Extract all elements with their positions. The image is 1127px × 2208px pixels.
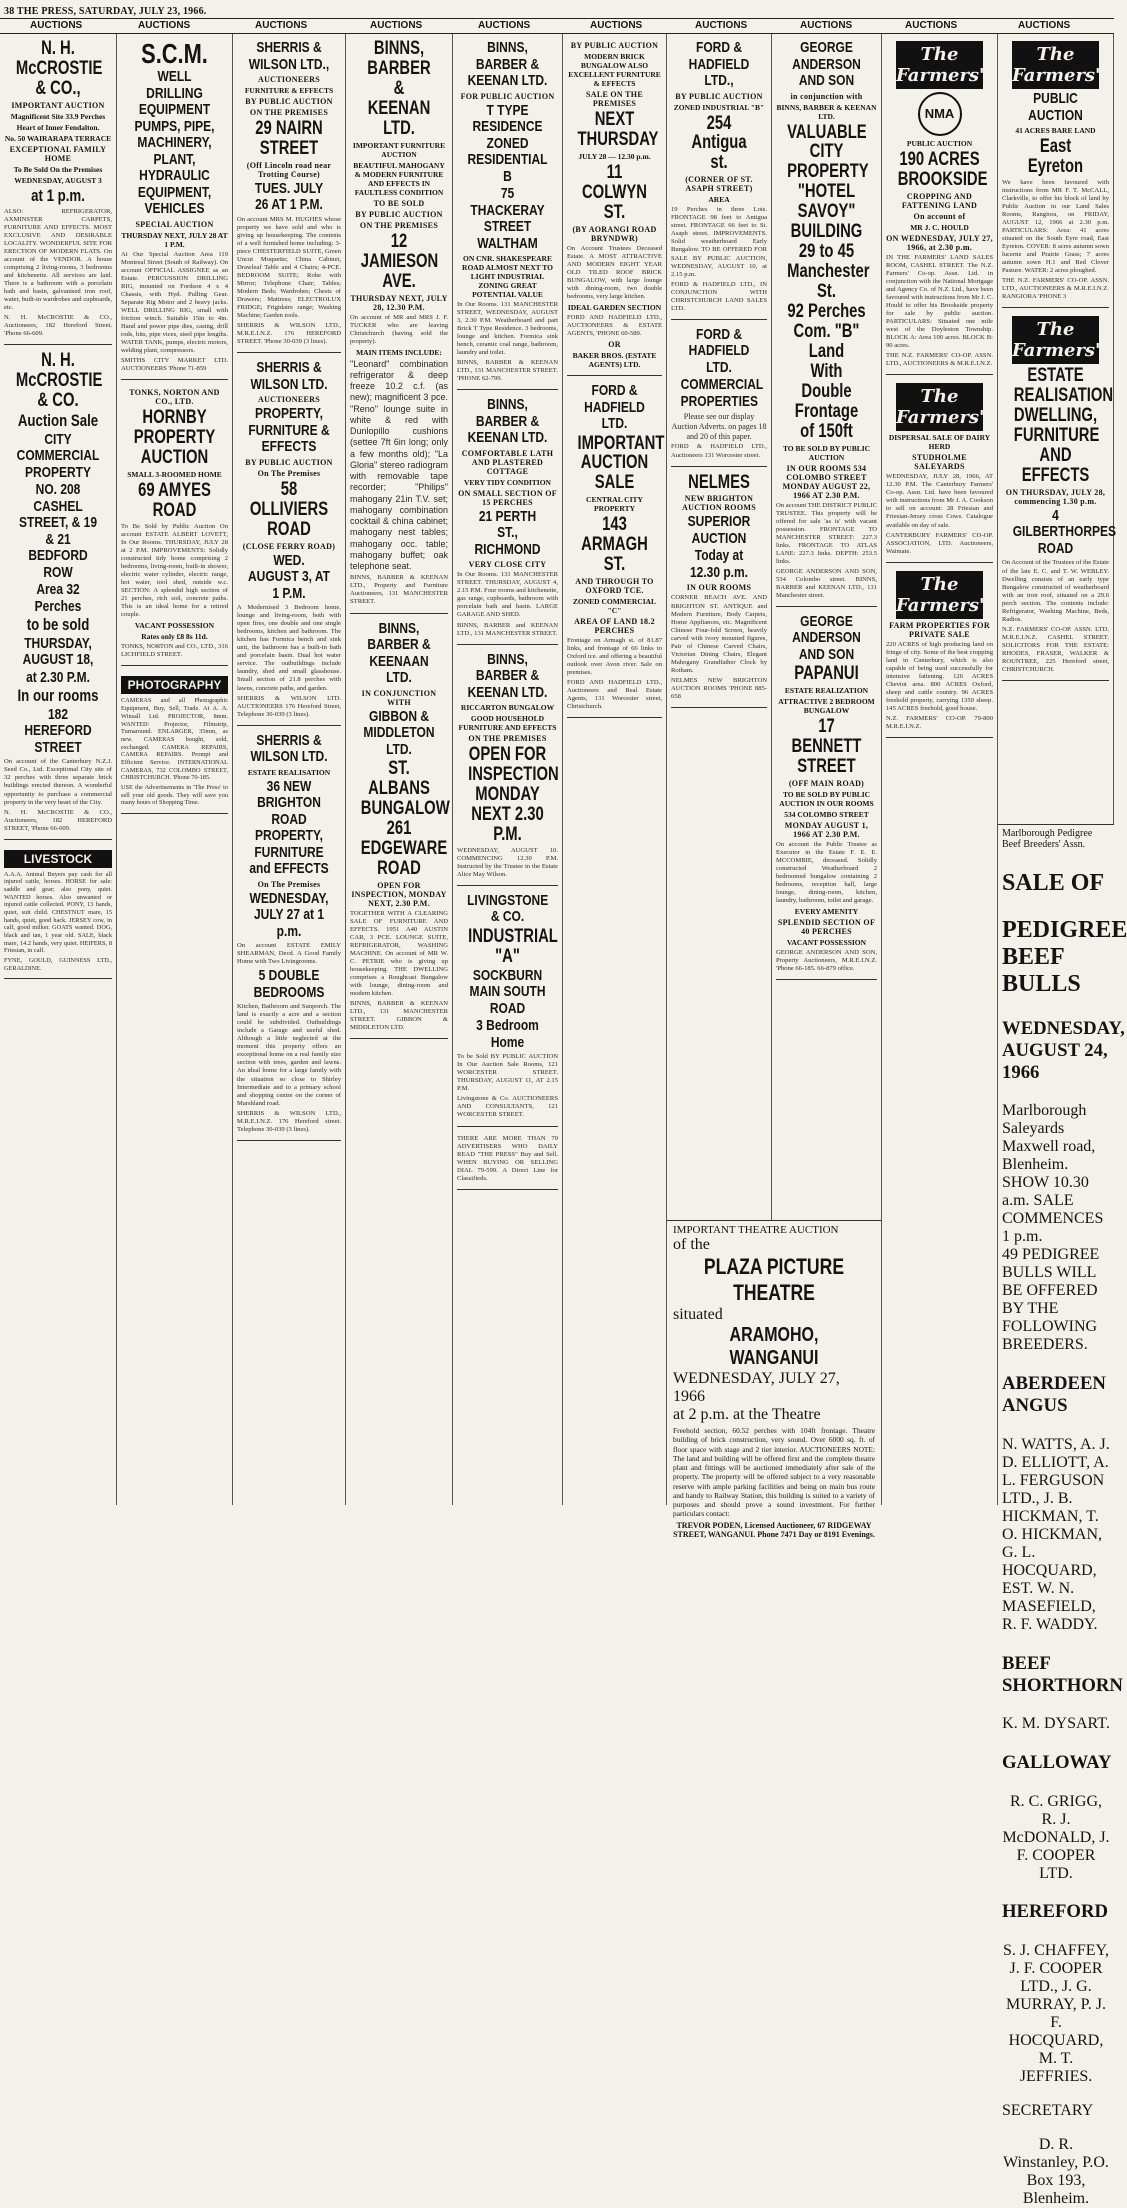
ad-line: TO BE SOLD bbox=[373, 198, 425, 208]
ad-line: 12 JAMIESON AVE. bbox=[360, 230, 439, 292]
ad-line: 261 EDGEWARE ROAD bbox=[360, 817, 448, 879]
ad-line: (Off Lincoln road near Trotting Course) bbox=[246, 160, 332, 179]
ad-line: BY PUBLIC AUCTION bbox=[245, 457, 333, 467]
ad-line: at 1 p.m. bbox=[31, 185, 85, 205]
column-4 bbox=[346, 34, 453, 1505]
ad-footer: BINNS, BARBER and KEENAN LTD., 131 MANCHESTER STREET. bbox=[457, 621, 558, 637]
auctions-heading: AUCTIONS bbox=[138, 20, 191, 31]
ad-line: SPECIAL AUCTION bbox=[135, 219, 214, 229]
ad-line: 36 NEW BRIGHTON ROAD PROPERTY, FURNITURE and EFFECTS bbox=[249, 777, 329, 878]
ad-line: 17 BENNETT STREET bbox=[791, 716, 862, 778]
ad-binns-edgeware bbox=[350, 617, 448, 1040]
ad-line: BY PUBLIC AUCTION bbox=[675, 91, 763, 101]
ad-body: A Modernised 3 Bedroom home, lounge and living-room, both with open fires, one double and one single bedrooms, kitchen and bathroom. The kitchen has Formica bench and sink unit, the bathroom has a built-in bath and porcelain basin. Dual hot water service. The outbuildings include laundry, shed and small glasshouse. Small section of 21.8 perches with lawns, concrete paths, and garden. bbox=[237, 604, 341, 692]
ad-line: MODERN BRICK BUNGALOW ALSO EXCELLENT FURNITURE & EFFECTS bbox=[568, 52, 661, 88]
ad-line: 3 Bedroom Home bbox=[476, 1017, 539, 1051]
ad-body: 220 ACRES of high producing land on fringe of city. Some of the best cropping land in Canterbury, which is also capable of being used successfully for intensive fattening. 126 ACRES Cheviot area. 800 ACRES Oxford, sheep and cattle country. 96 ACRES freehold property, carrying 1350 sheep. 145 ACRES freehold, good house. bbox=[886, 640, 993, 712]
ad-footer: D. R. Winstanley, P.O. Box 193, Blenheim. bbox=[1003, 2136, 1109, 2208]
ad-line: ON THE PREMISES bbox=[359, 220, 439, 230]
ad-line: (OFF MAIN ROAD) bbox=[788, 779, 865, 789]
ad-body: N. WATTS, A. J. D. ELLIOTT, A. L. FERGUSON LTD., J. B. HICKMAN, T. O. HICKMAN, G. L. HOCQUARD, EST. W. N. MASEFIELD, R. F. WADDY. bbox=[1002, 1435, 1110, 1633]
ad-footer: GEORGE ANDERSON AND SON, 534 Colombo street. BINNS, BARBER and KEENAN LTD., 131 Manchester street. bbox=[776, 567, 877, 599]
ad-line: SALE ON THE PREMISES bbox=[586, 90, 643, 108]
ad-footer: NELMES NEW BRIGHTON AUCTION ROOMS 'PHONE 885-658 bbox=[671, 676, 767, 700]
ad-line: Heart of Inner Fendalton. bbox=[16, 122, 100, 132]
ad-line: Manchester St. bbox=[787, 261, 870, 302]
ad-line: THURSDAY NEXT, JULY 28 AT 1 P.M. bbox=[121, 230, 228, 249]
ad-title: BINNS, BARBER & KEENAN LTD. bbox=[467, 396, 548, 447]
ad-line: IMPORTANT THEATRE AUCTION bbox=[673, 1224, 839, 1236]
classified-footer: FYNE, GOULD, GUINNESS LTD., GERALDINE. bbox=[4, 957, 112, 972]
ad-line: NEXT THURSDAY bbox=[577, 109, 659, 150]
ad-line: Today at 12.30 p.m. bbox=[689, 547, 749, 581]
ad-line: OPEN FOR INSPECTION MONDAY NEXT 2.30 P.M. bbox=[468, 744, 559, 845]
farmers-logo: The Farmers' bbox=[896, 41, 983, 89]
ad-body: On account the Public Trustee as Executor in the Estate F. E. E. MCCOMBIE, deceased. Solidly constructed Weatherboard 2 bedroomed bungalow containing 2 bedrooms, reception hall, large lounge, dining-room, kitchen, laundry, bathroom, toilet and garage. bbox=[776, 841, 877, 905]
ad-line: 29 to 45 bbox=[798, 241, 855, 263]
auctions-heading: AUCTIONS bbox=[590, 20, 643, 31]
ad-line: at 2 p.m. at the Theatre bbox=[673, 1406, 821, 1423]
farmers-logo: The Farmers' bbox=[896, 383, 983, 431]
ad-line: 21 PERTH ST., RICHMOND bbox=[474, 507, 541, 558]
ad-papanui bbox=[776, 610, 877, 981]
section-label: PHOTOGRAPHY bbox=[121, 676, 228, 694]
ad-line: ESTATE REALISATION bbox=[247, 767, 331, 777]
ad-line: at 2.30 P.M. bbox=[26, 668, 90, 686]
ad-line: 69 AMYES ROAD bbox=[138, 480, 211, 522]
ad-body: Frontage on Armagh st. of 81.87 links, and frontage of 66 links to Oxford tce. and offering a beautiful outlook over Avon river. Sale on premises. bbox=[567, 637, 662, 677]
column-6 bbox=[563, 34, 667, 1505]
ad-body: At Our Special Auction Area 119 Montreal Street (South of Railway). On account OFFICIAL ASSIGNEE as an Estate. PERCUSSION DRILLING RIG, mounted on Fordson 4 x 4 Chassis, with Hyd. Pulling Gear. Separate Rig Motor and 2 heavy jacks. WELL DRILLING RIG, small with friction winch. Suitable 15in to 4in. Hand and power pipe dies, casing, drill rods, bits, pipe vices, steel pipe lengths. WATER TANK, pumps, electric motors, welding plant, compressors. bbox=[121, 250, 228, 355]
ad-line: BEEF SHORTHORN bbox=[1002, 1652, 1123, 1696]
ad-line: ON CNR. SHAKESPEARE ROAD ALMOST NEXT TO LIGHT INDUSTRIAL ZONING GREAT POTENTIAL VALUE bbox=[462, 254, 553, 299]
ad-sherris-olliviers bbox=[237, 356, 341, 725]
ad-line: 49 PEDIGREE BULLS WILL BE OFFERED BY THE FOLLOWING BREEDERS. bbox=[1002, 1246, 1100, 1354]
ad-line: FARM PROPERTIES FOR PRIVATE SALE bbox=[889, 620, 990, 639]
ad-line: Auction Sale bbox=[17, 410, 99, 430]
ad-title: FORD & HADFIELD LTD. bbox=[688, 325, 750, 376]
ad-line: ARAMOHO, WANGANUI bbox=[729, 1324, 819, 1369]
ad-farm-properties bbox=[886, 566, 993, 738]
ad-line: No. 50 WAIRARAPA TERRACE bbox=[4, 133, 112, 143]
ad-title: NELMES bbox=[688, 471, 750, 493]
ad-line: BEAUTIFUL MAHOGANY & MODERN FURNITURE AND EFFECTS IN FAULTLESS CONDITION bbox=[353, 160, 445, 197]
ad-line: 29 NAIRN STREET bbox=[255, 118, 323, 159]
section-label: LIVESTOCK bbox=[4, 850, 112, 868]
ad-line: AND THROUGH TO OXFORD TCE. bbox=[575, 577, 654, 596]
ad-line: VERY CLOSE CITY bbox=[468, 560, 547, 570]
ad-body: R. C. GRIGG, R. J. McDONALD, J. F. COOPER LTD. bbox=[1002, 1792, 1110, 1882]
ad-line: Area 32 Perches bbox=[34, 581, 82, 615]
ad-footer: Livingstone & Co. AUCTIONEERS AND CONSULTANTS, 121 WORCESTER STREET. bbox=[457, 1095, 558, 1119]
ad-line: AREA bbox=[708, 195, 730, 205]
ad-line: WEDNESDAY, JULY 27, 1966 bbox=[673, 1370, 840, 1405]
ad-body: TOGETHER WITH A CLEARING SALE OF FURNITURE AND EFFECTS. 1951 A40 AUSTIN CAR, 3 PCE. LOUNGE SUITE, REFRIGERATOR, WASHING MACHINE. On account of MR W. C. PETRIE who is giving up housekeeping. THE DWELLING comprises a Roughcast Bungalow with lounge, dining-room and modern kitchen. bbox=[350, 909, 448, 997]
column-1 bbox=[0, 34, 117, 1505]
ad-binns-perth bbox=[457, 393, 558, 644]
ad-plaza-theatre bbox=[667, 1220, 882, 1539]
ad-ford-hadfield-armagh bbox=[567, 379, 665, 718]
ad-line: FURNITURE & EFFECTS bbox=[244, 86, 334, 95]
ad-line: PROPERTY, FURNITURE & EFFECTS bbox=[248, 405, 330, 456]
ad-body: In Our Rooms. 131 MANCHESTER STREET, WEDNESDAY, AUGUST 3, 2.30 P.M. Weatherboard and part Brick T Type Residence. 3 bedrooms, lounge and kitchen. Formica sink bench, ceramic coal range, bathroom, laundry and toilet. bbox=[457, 301, 558, 357]
ad-body: On Account of the Trustees of the Estate of the late E. C. and T. W. WEBLEY. Dwelling consists of an early type Bungalow constructed of weatherboard with an iron roof, situated on a 29.6 perch section. The contents include: Refrigerator, Washing Machine, Beds, Radios. bbox=[1002, 559, 1109, 623]
ad-line: MR J. C. HOULD bbox=[910, 222, 969, 232]
ad-line: ESTATE REALISATION bbox=[1013, 365, 1114, 407]
ad-line: ON THE PREMISES bbox=[468, 734, 547, 744]
ad-line: WEDNESDAY, AUGUST 24, 1966 bbox=[1002, 1017, 1125, 1083]
ad-gilberthorpes bbox=[1002, 311, 1117, 681]
ad-line: to be sold bbox=[26, 615, 90, 634]
ad-body: WEDNESDAY, JULY 28, 1966, AT 12.30 P.M. The Canterbury Farmers' Co-op. Assn. Ltd. have been favoured with instructions from Mr J. A. Cookson to sell on account: 28 Friesian and Friesian-Jersey cross Cows. Catalogue available on day of sale. bbox=[886, 473, 993, 529]
ad-footer: N.Z. FARMERS' CO-OP. ASSN. LTD. M.R.E.I.N.Z. CASHEL STREET. SOLICITORS FOR THE ESTATE: RHODES, FRASER, WALKER & ROUNTREE, 225 Hereford street, CHRISTCHURCH. bbox=[1002, 625, 1109, 673]
ad-line: ON THE PREMISES bbox=[249, 108, 329, 117]
ad-title: FORD & HADFIELD LTD., bbox=[688, 39, 750, 89]
ad-livingstone bbox=[457, 889, 558, 1127]
page-header-date: 38 THE PRESS, SATURDAY, JULY 23, 1966. bbox=[4, 6, 207, 17]
ad-line: MAIN ITEMS INCLUDE: bbox=[356, 347, 442, 357]
column-2 bbox=[117, 34, 233, 1505]
ad-line: PUBLIC AUCTION bbox=[1028, 90, 1083, 124]
ad-line: MONDAY AUGUST 1, 1966 AT 2.30 P.M. bbox=[784, 821, 869, 840]
ad-line: With Double Frontage of 150ft bbox=[794, 360, 859, 442]
ad-line: TO BE SOLD BY PUBLIC AUCTION IN OUR ROOMS bbox=[779, 790, 874, 809]
ad-line: (CORNER OF ST. ASAPH STREET) bbox=[685, 175, 753, 194]
ad-line: GOOD HOUSEHOLD FURNITURE AND EFFECTS bbox=[458, 714, 557, 733]
ad-line: SOCKBURN MAIN SOUTH ROAD bbox=[469, 966, 546, 1017]
ad-line: IMPORTANT FURNITURE AUCTION bbox=[352, 140, 446, 159]
ad-body: THERE ARE MORE THAN 70 ADVERTISERS WHO DAILY READ "THE PRESS" Buy and Sell. WHEN BUYING OR SELLING DIAL 79-599. A Direct Line for Classifieds. bbox=[457, 1134, 558, 1182]
classified-footer: USE the Advertisements in 'The Press' to sell your old goods. They will save you many hours of Shopping Time. bbox=[121, 783, 228, 807]
ad-body: S. J. CHAFFEY, J. F. COOPER LTD., J. G. MURRAY, P. J. F. HOCQUARD, M. T. JEFFRIES. bbox=[1003, 1942, 1109, 2086]
photography-classifieds bbox=[121, 669, 228, 813]
ad-footer: FORD & HADFIELD LTD., Auctioneers 131 Worcester street. bbox=[671, 443, 767, 459]
auctions-heading: AUCTIONS bbox=[478, 20, 531, 31]
ad-line: in conjunction with bbox=[790, 91, 863, 101]
ad-line: BROOKSIDE bbox=[897, 168, 988, 190]
ad-line: ST. ALBANS BUNGALOW bbox=[360, 758, 450, 819]
ad-line: T TYPE RESIDENCE ZONED RESIDENTIAL B bbox=[467, 101, 548, 185]
ad-line: 534 COLOMBO STREET bbox=[784, 810, 869, 820]
ad-footer: N. H. McCROSTIE & CO., Auctioneers, 182 HEREFORD STREET, 'Phone 66-609. bbox=[4, 808, 112, 832]
auctions-heading: AUCTIONS bbox=[695, 20, 748, 31]
ad-line: On The Premises bbox=[257, 468, 321, 478]
ad-line: HEREFORD bbox=[1002, 1901, 1108, 1923]
auctions-heading: AUCTIONS bbox=[370, 20, 423, 31]
ad-title: FORD & HADFIELD LTD. bbox=[584, 382, 645, 432]
ad-line: 11 COLWYN ST. bbox=[581, 161, 648, 223]
ad-line: STUDHOLME SALEYARDS bbox=[912, 453, 967, 472]
ad-body: ALSO: REFRIGERATOR, AXMINSTER CARPETS, FURNITURE AND EFFECTS. MOST EXCLUSIVE AND DESIRABLE LOCALITY. WONDERFUL SITE FOR ERECTION OF MODERN FLATS. On account of the VENDOR. A house comprising 2 living-rooms, 3 bedrooms and kitchenette. All services are laid. There is a bathroom with a porcelain bath and basin, galvanised iron roof, water, built-in wardrobes and cupboards, etc. bbox=[4, 207, 112, 311]
ad-line: SPLENDID SECTION OF 40 PERCHES bbox=[777, 918, 876, 937]
ad-line: DWELLING, FURNITURE AND EFFECTS bbox=[1013, 405, 1100, 487]
ad-title: S.C.M. bbox=[141, 38, 208, 69]
ad-subtitle: IMPORTANT AUCTION bbox=[11, 100, 105, 110]
ad-line: DISPERSAL SALE OF DAIRY HERD bbox=[888, 433, 991, 452]
ad-line: ZONED INDUSTRIAL "B" bbox=[673, 102, 765, 112]
ad-line: (CLOSE FERRY ROAD) bbox=[242, 541, 336, 551]
ad-line: Com. "B" Land bbox=[793, 320, 860, 362]
ad-line: WED. AUGUST 3, AT 1 P.M. bbox=[247, 551, 330, 602]
ad-sherris-nairn bbox=[237, 36, 341, 353]
ad-line: 58 OLLIVIERS ROAD bbox=[249, 478, 329, 540]
ad-line: INDUSTRIAL "A" bbox=[468, 925, 558, 967]
column-5 bbox=[453, 34, 563, 1505]
ad-line: COMMERCIAL PROPERTIES bbox=[680, 376, 764, 410]
ad-footer: BINNS, BARBER & KEENAN LTD., 131 MANCHESTER STREET. GIBBON & MIDDLETON LTD. bbox=[350, 999, 448, 1032]
ad-scm bbox=[121, 36, 228, 380]
ad-line: VACANT POSSESSION bbox=[134, 621, 215, 631]
ad-title: BINNS, BARBER & KEENAN LTD. bbox=[467, 39, 548, 89]
ad-footer: THE N.Z. FARMERS' CO-OP. ASSN. LTD., AUCTIONEERS & M.R.E.I.N.Z. bbox=[886, 352, 993, 368]
ad-hotel-savoy bbox=[776, 36, 877, 607]
ad-line: ABERDEEN ANGUS bbox=[1002, 1373, 1106, 1417]
ad-line: BUILDING bbox=[790, 221, 863, 243]
ad-line: 254 Antigua st. bbox=[691, 112, 747, 174]
ad-body: WEDNESDAY, AUGUST 10. COMMENCING 12.30 P.M. Instructed by the Trustee in the Estate Alice May Wilson. bbox=[457, 846, 558, 878]
ad-line: IDEAL GARDEN SECTION bbox=[567, 302, 662, 312]
ad-title: BINNS, BARBER & KEENAN LTD. bbox=[367, 38, 431, 139]
ad-line: PEDIGREE BEEF BULLS bbox=[1002, 916, 1127, 997]
ad-footer: TREVOR PODEN, Licensed Auctioneer, 67 RIDGEWAY STREET, WANGANUI. Phone 7471 Day or 8191 Evenings. bbox=[673, 1520, 875, 1539]
ad-commercial-properties bbox=[671, 323, 767, 467]
ad-footer: CANTERBURY FARMERS' CO-OP. ASSOCIATION, LTD. Auctioneers, Waimate. bbox=[886, 531, 993, 555]
ad-line: PAPANUI bbox=[794, 663, 859, 685]
ad-line: OPEN FOR INSPECTION, MONDAY NEXT, 2.30 P.M. bbox=[351, 880, 447, 908]
ad-line: IN OUR ROOMS 534 COLOMBO STREET MONDAY AUGUST 22, 1966 AT 2.30 P.M. bbox=[782, 463, 871, 500]
ad-line: 4 GILBERTHORPES ROAD bbox=[1012, 506, 1117, 557]
ad-body: To Be Sold by Public Auction On account ESTATE ALBERT LOVETT, In Our Rooms. THURSDAY, JULY 28 at 2 P.M. IMPROVEMENTS: Solidly constructed tidy home comprising 2 bedrooms, living-room, built-in shower, electric water cylinder, electric range, hot water, tool shed, outside w.c. SECTION: A splendid high section of 21 perches, rich soil, concrete paths. This is an ideal home for a retired couple. bbox=[121, 523, 228, 619]
ad-title: SHERRIS & WILSON LTD., bbox=[248, 39, 330, 73]
ad-line: ON WEDNESDAY, JULY 27, 1966, at 2.30 p.m. bbox=[886, 233, 993, 252]
ad-nelmes bbox=[671, 470, 767, 708]
farmers-logo: The Farmers' bbox=[1012, 41, 1099, 89]
classified-body: CAMERAS and all Photographic Equipment, Buy, Sell, Trade. At A. A. Winsall Ltd. PROJECTOR, 8mm. WANTED: Projector, Filmstrip, Turnaround. ENLARGER, 35mm, as new. CAMERAS bought, sold, exchanged. CAMERA REPAIRS, CAMERA REPAIRS. Prompt and Efficient Service. INTERNATIONAL CAMERAS, 732 COLOMBO STREET, CHRISTCHURCH. 'Phone 70-185. bbox=[121, 697, 228, 782]
ad-binns-thackeray bbox=[457, 36, 558, 390]
ad-line: EXCEPTIONAL FAMILY HOME bbox=[9, 144, 107, 163]
ad-line: ESTATE REALIZATION bbox=[784, 686, 869, 696]
ad-footer: SMITHS CITY MARKET LTD. AUCTIONEERS 'Phone 71-859 bbox=[121, 357, 228, 373]
auctions-heading: AUCTIONS bbox=[800, 20, 853, 31]
ad-hornby-property bbox=[121, 383, 228, 666]
ad-title: BINNS, BARBER & KEENAN LTD. bbox=[467, 650, 548, 701]
farmers-logo: The Farmers' bbox=[1012, 316, 1099, 364]
ad-body: Kitchen, Bathroom and Sunporch. The land is exactly a acre and a section could be subdivided. Outbuildings include a Garage and useful shed. Although a little neglected at the moment this property offers an exceptional home on a real family size section with trees, garden and lawns. An ideal home for a large family with the situation so close to Shirley Intermediate and to a primary school and shopping centre on the corner of Marshland road. bbox=[237, 1003, 341, 1107]
ad-title: HORNBY PROPERTY AUCTION bbox=[133, 407, 216, 469]
ad-line: EVERY AMENITY bbox=[794, 907, 859, 917]
ad-body: On account ESTATE EMILY SHEARMAN, Decd. A Good Family Home with Two Livingrooms. bbox=[237, 942, 341, 966]
livestock-classifieds bbox=[4, 843, 112, 980]
ad-line: BY PUBLIC AUCTION bbox=[355, 209, 443, 219]
ad-footer: THE N.Z. FARMERS' CO-OP. ASSN. LTD., AUCTIONEERS & M.R.E.I.N.Z. RANGIORA 'PHONE 3 bbox=[1002, 277, 1109, 301]
ad-binns-jamieson bbox=[350, 36, 448, 614]
ad-line: NO. 208 CASHEL STREET, & 19 & 21 BEDFORD ROW bbox=[18, 481, 98, 581]
auctions-heading: AUCTIONS bbox=[30, 20, 83, 31]
column-3 bbox=[233, 34, 346, 1505]
nma-badge-icon: NMA bbox=[918, 92, 962, 136]
ad-line: BY PUBLIC AUCTION bbox=[245, 97, 333, 106]
ad-line: THURSDAY, AUGUST 18, bbox=[22, 634, 94, 669]
ad-footer: N. H. McCROSTIE & CO., Auctioneers, 182 Hereford Street. 'Phone 66-609. bbox=[4, 313, 112, 337]
ad-body: To be Sold BY PUBLIC AUCTION In Our Auction Sale Rooms, 121 WORCESTER STREET. THURSDAY, AUGUST 11, AT 2.15 P.M. bbox=[457, 1053, 558, 1093]
ad-line: 75 THACKERAY STREET WALTHAM bbox=[470, 185, 545, 252]
ad-subtitle: AUCTIONEERS bbox=[258, 395, 320, 405]
ad-line: TO BE SOLD BY PUBLIC AUCTION bbox=[782, 443, 871, 462]
ad-title: N. H. McCROSTIE & CO., bbox=[15, 38, 103, 99]
ad-brookside bbox=[886, 36, 993, 375]
ad-body: K. M. DYSART. bbox=[1002, 1715, 1110, 1733]
ad-sherris-new-brighton bbox=[237, 729, 341, 1141]
ad-line: WEDNESDAY, AUGUST 3 bbox=[14, 175, 102, 185]
ad-footer: SHERRIS & WILSON LTD. AUCTIONEERS 176 Hereford Street, Telephone 30-039 (3 lines). bbox=[237, 694, 341, 718]
ad-line: 5 DOUBLE BEDROOMS bbox=[253, 967, 325, 1001]
ad-footer: SHERRIS & WILSON LTD., M.R.E.I.N.Z. 176 Hereford street. Telephone 30-039 (3 lines). bbox=[237, 1109, 341, 1133]
ad-line: of the bbox=[673, 1236, 710, 1253]
ad-line: Magnificent Site 33.9 Perches bbox=[10, 111, 106, 121]
ad-line: 190 ACRES bbox=[899, 149, 980, 170]
ad-body: In Our Rooms. 131 MANCHESTER STREET. THURSDAY, AUGUST 4, 2.15 P.M. Four rooms and kitchenette, gas range, cupboards, bathroom with porcelain bath and basin. LARGE GARAGE AND SHED. bbox=[457, 571, 558, 619]
ad-footer: SHERRIS & WILSON LTD., M.R.E.I.N.Z. 176 HEREFORD STREET. 'Phone 30-039 (3 lines). bbox=[237, 322, 341, 346]
ad-line: ON THURSDAY, JULY 28, commencing 1.30 p.m. bbox=[1005, 487, 1106, 506]
ad-line: BINNS, BARBER & KEENAN LTD. bbox=[776, 102, 877, 121]
ad-mccrostie-wairarapa bbox=[4, 36, 112, 345]
auctions-heading: AUCTIONS bbox=[1018, 20, 1071, 31]
newspaper-columns bbox=[0, 34, 1127, 2208]
ad-line: East Eyreton bbox=[1027, 136, 1084, 177]
ad-line: VACANT POSSESSION bbox=[786, 938, 867, 948]
ad-binns-riccarton bbox=[457, 648, 558, 886]
ad-body: IN THE FARMERS' LAND SALES ROOM, CASHEL STREET. The N.Z. Farmers' Co-op. Assn. Ltd. in conjunction with the National Mortgage and Agency Co. of N.Z. Ltd., have been favoured with instructions from Mr J. C. Hould to offer his Brookside property for sale by public auction. PARTICULARS: Situated one mile west of the Doyleston Township. BLOCK A: Area 100 acres. BLOCK B: 90 acres. bbox=[886, 253, 993, 350]
ad-body: We have been favoured with instructions from MR F. T. McCALL, Clarkville, to offer his block of land by Public Auction in our Land Sales Rooms, Rangiora, on FRIDAY, AUGUST 12, 1966 at 2.30 p.m. PARTICULARS: Area: 41 acres situated on the South Eyre road, East Eyreton. COVER: 8 acres autumn sown lucerne and Prairie Grass; 7 acres autumn sown H.1 and Red Clover Pasture. WATER: 2 acres ploughed. bbox=[1002, 178, 1109, 275]
ad-line: WEDNESDAY, JULY 27 at 1 p.m. bbox=[249, 889, 329, 940]
ad-line: To Be Sold On the Premises bbox=[13, 164, 103, 174]
ad-dairy-herd bbox=[886, 378, 993, 562]
ad-line: Rates only £8 8s 11d. bbox=[141, 632, 208, 642]
ad-line: 182 HEREFORD STREET bbox=[24, 705, 92, 756]
ad-line: RICCARTON BUNGALOW bbox=[460, 703, 555, 713]
column-9 bbox=[882, 34, 998, 1505]
ad-body: On account of MR and MRS J. F. TUCKER who are leaving Christchurch (having sold the property). bbox=[350, 313, 448, 345]
ad-footer: GEORGE ANDERSON AND SON, Property Auctioneers, M.R.E.I.N.Z. 'Phone 66-185. 66-879 office. bbox=[776, 949, 877, 973]
ad-title: SHERRIS & WILSON LTD. bbox=[250, 359, 328, 393]
ad-line: On account of bbox=[913, 211, 966, 221]
ad-body: Freehold section, 60.52 perches with 104ft frontage. Theatre building of brick construction, very sound. Over 6000 sq. ft. of floor space with stage and 2 tier interior. AUCTIONEERS NOTE: The land and building will be offered first and the complete theatre plant and fittings will be auctioned immediately after sale of the property. The property will be offered subject to a very reasonable reserve with ample parking facilities and being on main bus route and handy to Railway Station, this building is suited to a variety of purposes and should prove a sound investment. For further particulars contact: bbox=[673, 1426, 875, 1519]
ad-line: (BY AORANGI ROAD BRYNDWR) bbox=[572, 224, 657, 243]
ad-body: On account of the Canterbury N.Z.J. Seed Co., Ltd. Exceptional City site of 32 perches with three separate brick buildings erected thereon. A wonderful opportunity to purchase a commercial property in the very heart of the City. bbox=[4, 758, 112, 806]
ad-title: N. H. McCROSTIE & CO. bbox=[15, 350, 103, 411]
ad-line: Marlborough Saleyards bbox=[1002, 1102, 1087, 1138]
ad-line: VALUABLE CITY PROPERTY bbox=[787, 121, 869, 183]
ad-title: LIVINGSTONE & CO. bbox=[467, 891, 549, 926]
ad-line: BAKER BROS. (ESTATE AGENTS) LTD. bbox=[572, 351, 657, 369]
ad-body: On account MRS M. HUGHES whose property we have sold and who is giving up housekeeping. The contents of a well furnished home including: 3-piece CHESTERFIELD SUITE, Green Uncut Moquette; China Cabinet, Drawleaf Table and 4 Chairs; 4-PCE. BEDROOM SUITE; Robe with Mirror; Telephone Chair; Tables; Modern Beds; Wardrobes; Chests of Drawers; Mattress; ELECTROLUX FRIDGE; Frigidaire range; Washing Machine; Garden tools. bbox=[237, 215, 341, 320]
ad-line: IMPORTANT AUCTION SALE bbox=[577, 432, 665, 494]
ad-title: GEORGE ANDERSON AND SON bbox=[792, 612, 861, 663]
ad-line: VERY TIDY CONDITION bbox=[464, 477, 551, 487]
ad-line: On The Premises bbox=[257, 879, 321, 889]
ad-subtitle: AUCTIONEERS bbox=[258, 75, 320, 84]
ad-line: 92 Perches bbox=[787, 300, 866, 322]
ad-line: situated bbox=[673, 1306, 723, 1323]
ad-line: PLAZA PICTURE THEATRE bbox=[703, 1254, 845, 1305]
ad-body: On Account Trustees Deceased Estate. A MOST ATTRACTIVE AND MODERN EIGHT YEAR OLD TILED ROOF BRICK BUNGALOW, with large lounge with dining-room, two double bedrooms, very large kitchen. bbox=[567, 244, 662, 300]
ad-title: Marlborough Pedigree Beef Breeders' Assn. bbox=[1002, 828, 1093, 850]
ad-line: In our rooms bbox=[17, 686, 99, 706]
ad-title: GEORGE ANDERSON AND SON bbox=[792, 39, 861, 89]
auctions-heading: AUCTIONS bbox=[905, 20, 958, 31]
farmers-logo: The Farmers' bbox=[896, 571, 983, 619]
ad-line: TUES. JULY 26 AT 1 P.M. bbox=[254, 179, 324, 214]
ad-line: Maxwell road, Blenheim. bbox=[1002, 1138, 1096, 1174]
ad-line: CENTRAL CITY PROPERTY bbox=[586, 495, 643, 514]
ad-footer: FORD AND HADFIELD LTD., AUCTIONEERS & ESTATE AGENTS, 'PHONE 60-589. bbox=[567, 313, 662, 337]
ad-line: IN CONJUNCTION WITH bbox=[361, 688, 437, 707]
auctions-heading: AUCTIONS bbox=[255, 20, 308, 31]
ad-footer: N.Z. FARMERS' CO-OP. 79-800 M.R.E.I.N.Z. bbox=[886, 714, 993, 730]
ad-line: FOR PUBLIC AUCTION bbox=[460, 91, 555, 101]
ad-antigua-street bbox=[671, 36, 767, 320]
ad-footer: TONKS, NORTON and CO., LTD., 316 LICHFIELD STREET. bbox=[121, 643, 228, 659]
ad-body: 19 Perches in three Lots. FRONTAGE 98 feet to Antigua street. FRONTAGE 66 feet to St. Asaph street. IMPROVEMENTS. Solid weatherboard Early Bungalow. TO BE OFFERED FOR SALE BY PUBLIC AUCTION, WEDNESDAY, AUGUST 10, at 2.15 p.m. bbox=[671, 206, 767, 278]
ad-line: CROPPING AND FATTENING LAND bbox=[901, 191, 978, 210]
ad-line: IN OUR ROOMS bbox=[686, 583, 752, 593]
ad-line: 143 ARMAGH ST. bbox=[581, 514, 648, 576]
ad-line: "HOTEL SAVOY" bbox=[797, 181, 856, 223]
ad-body: Please see our display Auction Adverts. on pages 18 and 20 of this paper. bbox=[671, 412, 767, 441]
ad-line: CITY COMMERCIAL PROPERTY bbox=[16, 430, 100, 481]
ad-line: SHOW 10.30 a.m. SALE COMMENCES 1 p.m. bbox=[1002, 1174, 1104, 1246]
classified-body: A.A.A. Animal Buyers pay cash for all injured cattle, horses. HORSE for sale: saddle and gear; also pony, quiet. WANTED horses. Also unwanted or injured cattle collected. PONY, 13 hands, quiet, suit child. CHESTNUT mare, 15 hands, quiet, good hack. JERSEY cow, in calf, good milker. GOATS wanted. DOG, black and tan, 1 year old. SALE, black mare, 14.2 hands, very quiet. HEIFERS, 8 Friesian, in calf. bbox=[4, 870, 112, 955]
ad-line: SMALL 3-ROOMED HOME bbox=[127, 470, 222, 480]
ad-line: THURSDAY NEXT, JULY 28, 12.30 P.M. bbox=[350, 293, 448, 312]
ad-line: OR bbox=[608, 340, 621, 349]
ad-line: SECRETARY bbox=[1002, 2102, 1094, 2120]
ad-line: GALLOWAY bbox=[1002, 1752, 1112, 1774]
ad-colwyn-street bbox=[567, 36, 662, 376]
ad-pedigree-bulls bbox=[998, 824, 1127, 2208]
ad-items: "Leonard" combination refrigerator & deep freeze 10.2 c.f. (as new); magnificent 3 pce. "Reno" lounge suite in white & red with Dunlopillo cushions (settee 7ft 6in long; only a few months old); "La Gloria" stereo radiogram with removable tape recorder; "Philips" mahogany 21in T.V. set; mahogany combination cocktail & china cabinet; mahogany nest tables; mahogany occ. table; mahogany buffet; oak telephone seat. bbox=[350, 358, 448, 572]
ad-title: BINNS, BARBER & KEENAAN LTD. bbox=[367, 619, 431, 686]
ad-footer: FORD & HADFIELD LTD., IN CONJUNCTION WITH CHRISTCHURCH LAND SALES LTD. bbox=[671, 280, 767, 312]
ad-line: SUPERIOR AUCTION bbox=[687, 513, 751, 547]
ad-body: CORNER BEACH AVE. AND BRIGHTON ST. ANTIQUE and Modern Furniture, Body Carpets, Home Appliances, etc. Magnificent Chinese Four-fold Screen, heavily carved with ivory mounted figures, Pair of Chinese Carved Chairs, Victorian Dining Chairs, Elegant Mahogany Grandfather Clock by Rotham. bbox=[671, 594, 767, 674]
ad-subtitle: TONKS, NORTON AND CO., LTD. bbox=[129, 388, 220, 407]
ad-line: WELL DRILLING EQUIPMENT PUMPS, PIPE, MACHINERY, PLANT, HYDRAULIC EQUIPMENT, VEHICLES bbox=[134, 68, 215, 218]
ad-line: PUBLIC AUCTION bbox=[906, 139, 973, 148]
ad-east-eyreton bbox=[1002, 36, 1109, 308]
ad-line: ON SMALL SECTION OF 15 PERCHES bbox=[458, 488, 557, 507]
ad-line: JULY 28 — 12.30 p.m. bbox=[578, 151, 651, 161]
ad-line: ZONED COMMERCIAL "C" bbox=[572, 597, 657, 616]
ad-line: NEW BRIGHTON AUCTION ROOMS bbox=[682, 494, 756, 513]
ad-title: SHERRIS & WILSON LTD. bbox=[250, 731, 328, 766]
ad-line: 41 ACRES BARE LAND bbox=[1015, 126, 1096, 135]
ad-line: SALE OF bbox=[1002, 869, 1105, 896]
ad-footer: BINNS, BARBER & KEENAN LTD., Property and Furniture Auctioneers, 131 MANCHESTER STREET. bbox=[350, 574, 448, 606]
ad-footer: FORD AND HADFIELD LTD., Auctioneers and Real Estate Agents, 131 Worcester street, Christchurch. bbox=[567, 679, 662, 711]
ad-line: AREA OF LAND 18.2 PERCHES bbox=[574, 617, 655, 636]
ad-line: COMFORTABLE LATH AND PLASTERED COTTAGE bbox=[461, 448, 554, 476]
section-headings bbox=[0, 18, 1114, 34]
ad-line: BY PUBLIC AUCTION bbox=[570, 41, 659, 50]
ad-line: GIBBON & MIDDLETON LTD. bbox=[363, 707, 435, 758]
ad-body: On account THE DISTRICT PUBLIC TRUSTEE. This property will be offered for sale 'as is' with vacant possession. FRONTAGE TO MANCHESTER STREET: 227.3 links. FRONTAGE TO ATLAS LANE: 227.3 links. DEPTH: 253.5 links. bbox=[776, 501, 877, 565]
ad-line: ATTRACTIVE 2 BEDROOM BUNGALOW bbox=[778, 697, 875, 716]
ad-footer: BINNS, BARBER & KEENAN LTD., 131 MANCHESTER STREET. 'PHONE 62-799. bbox=[457, 359, 558, 383]
ad-press-direct-line bbox=[457, 1130, 558, 1190]
ad-mccrostie-cashel bbox=[4, 348, 112, 840]
